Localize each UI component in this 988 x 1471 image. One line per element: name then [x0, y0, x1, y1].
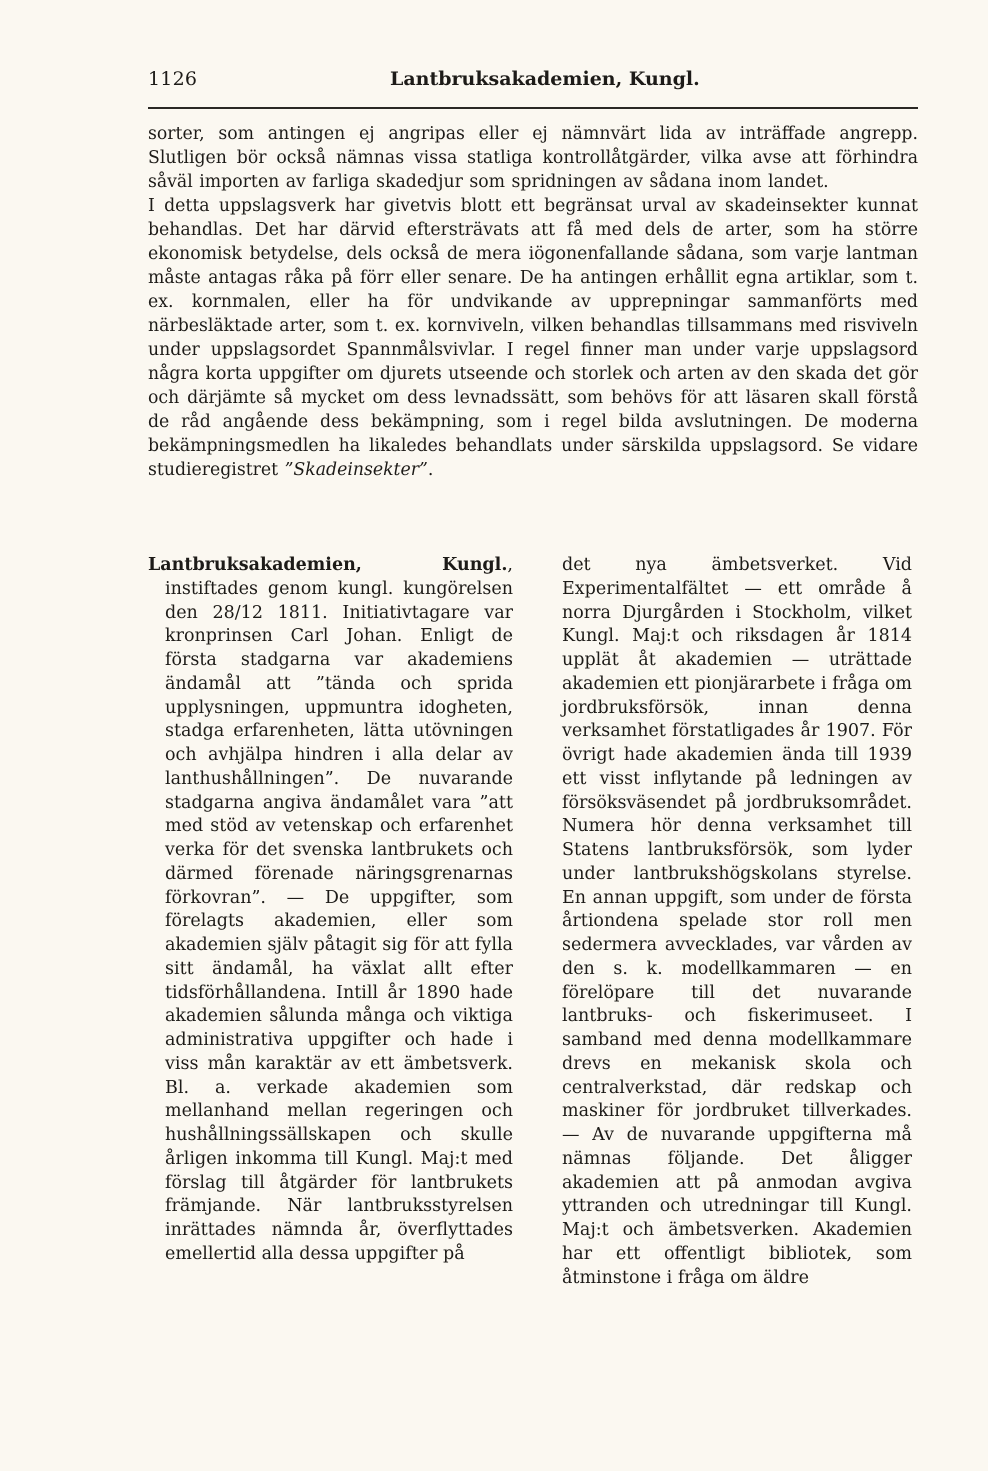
- entry-headword: Lantbruksakademien, Kungl.: [148, 555, 508, 575]
- intro-paragraph-2: [148, 194, 918, 482]
- intro-paragraph-2-text: I detta uppslagsverk har givetvis blott ett begränsat urval av skadeinsekter kunnat behandlas. Det har därvid eftersträvats att få med dels de arter, som ha större ekonomisk betydelse, dels också de mera iögonenfallande sådana, som varje lantman måste antagas råka på förr eller senare. De ha antingen erhållit egna artiklar, som t. ex. kornmalen, eller ha för undvikande av upprepningar sammanförts med närbesläktade arter, som t. ex. kornviveln, vilken behandlas tillsammans med risviveln under uppslagsordet Spannmålsvivlar. I regel finner man under varje uppslagsord några korta uppgifter om djurets utseende och storlek och arten av den skada det gör och därjämte så mycket om dess levnadssätt, som behövs för att läsaren skall förstå de råd angående dess bekämpning, som i regel bilda avslutningen. De moderna bekämpningsmedlen ha likaledes behandlats under särskilda uppslagsord. Se vidare studieregistret: [148, 196, 918, 480]
- cross-reference-end: .: [427, 460, 434, 480]
- entry-text-left: , instiftades genom kungl. kungörelsen den 28/12 1811. Initiativtagare var kronprinsen Carl Johan. Enligt de första stadgarna var akademiens ändamål att ”tända och sprida upplysningen, uppmuntra idogheten, stadga erfarenheten, lätta utövningen och avhjälpa hindren i alla delar av lanthushållningen”. De nuvarande stadgarna angiva ändamålet vara ”att med stöd av vetenskap och erfarenhet verka för det svenska lantbrukets och därmed förenade näringsgrenarnas förkovran”. — De uppgifter, som förelagts akademien, eller som akademien själv påtagit sig för att fylla sitt ändamål, ha växlat allt efter tidsförhållandena. Intill år 1890 hade akademien sålunda många och viktiga administrativa uppgifter och hade i viss mån karaktär av ett ämbetsverk. Bl. a. verkade akademien som mellanhand mellan regeringen och hushållningssällskapen och skulle årligen inkomma till Kungl. Maj:t med förslag till åtgärder för lantbrukets främjande. När lantbruksstyrelsen inrättades nämnda år, överflyttades emellertid alla dessa uppgifter på: [165, 555, 513, 1264]
- entry-text-right: det nya ämbetsverket. Vid Experimentalfältet — ett område å norra Djurgården i Stockholm, vilket Kungl. Maj:t och riksdagen år 1814 upplät åt akademien — uträttade akademien ett pionjärarbete i fråga om jordbruksförsök, innan denna verksamhet förstatligades år 1907. För övrigt hade akademien ända till 1939 ett visst inflytande på ledningen av försöksväsendet på jordbruksområdet. Numera hör denna verksamhet till Statens lantbruksförsök, som lyder under lantbrukshögskolans styrelse. En annan uppgift, som under de första årtiondena spelade stor roll men sedermera avvecklades, var vården av den s. k. modellkammaren — en förelöpare till det nuvarande lantbruks- och fiskerimuseet. I samband med denna modellkammare drevs en mekanisk skola och centralverkstad, där redskap och maskiner för jordbruket tillverkades. — Av de nuvarande uppgifterna må nämnas följande. Det åligger akademien att på anmodan avgiva yttranden och utredningar till Kungl. Maj:t och ämbetsverken. Akademien har ett offentligt bibliotek, som åtminstone i fråga om äldre: [562, 555, 912, 1288]
- intro-paragraph-1: [148, 122, 918, 194]
- page-header: [148, 68, 918, 98]
- intro-paragraph-1-text: sorter, som antingen ej angripas eller ej nämnvärt lida av inträffade angrepp. Slutligen bör också nämnas vissa statliga kontrollåtgärder, vilka avse att förhindra såväl importen av farliga skadedjur som spridningen av sådana inom landet.: [148, 124, 918, 192]
- intro-text: [148, 122, 918, 482]
- running-title: Lantbruksakademien, Kungl.: [390, 68, 700, 90]
- page-number: 1126: [148, 68, 198, 90]
- entry-column-right: [562, 554, 912, 1290]
- entry-column-left: [148, 554, 513, 1267]
- entry-paragraph-left: [148, 554, 513, 1267]
- header-rule: [148, 107, 918, 109]
- entry-paragraph-right: [562, 554, 912, 1290]
- cross-reference: ”Skadeinsekter”: [284, 460, 428, 480]
